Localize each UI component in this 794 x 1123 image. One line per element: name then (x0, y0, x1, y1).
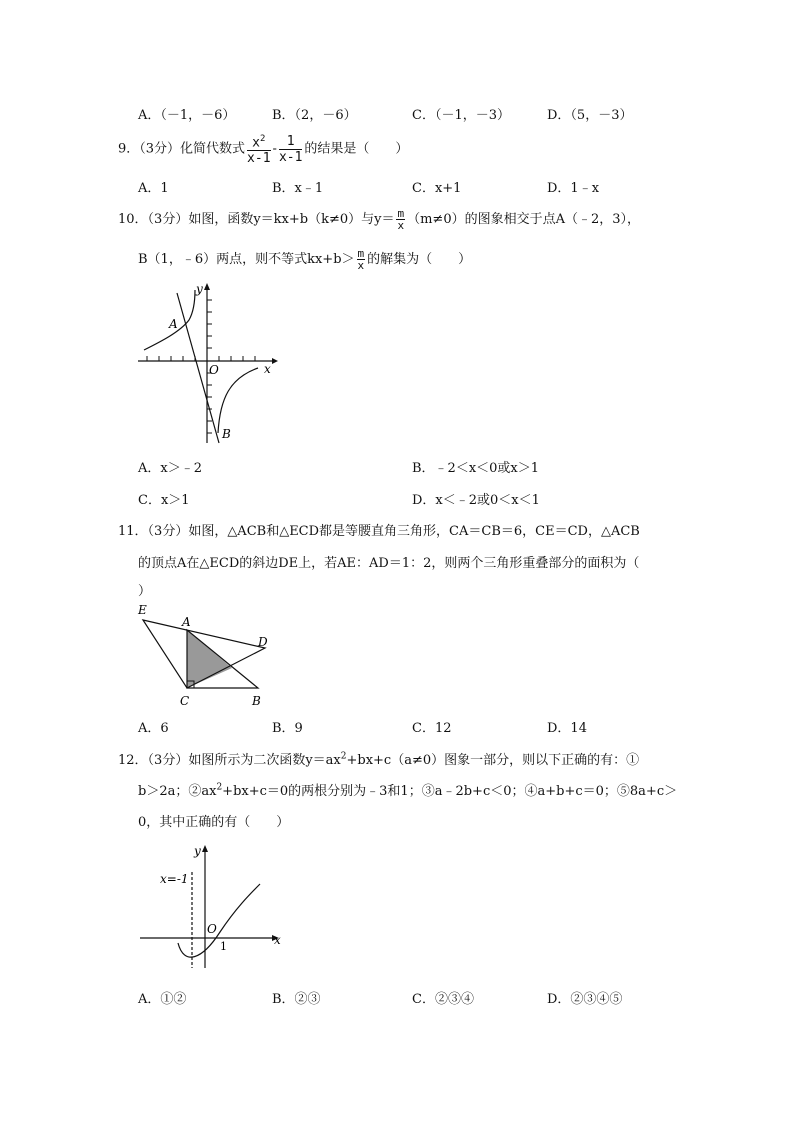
q10-y-arrow (204, 283, 210, 290)
q12-label-axis: x=-1 (160, 872, 189, 886)
q10-frac2-num: m (357, 247, 365, 260)
q12-line2-post: +bx+c＝0的两根分别为﹣3和1；③a﹣2b+c＜0；④a+b+c＝0；⑤8a+c＞ (222, 784, 678, 799)
q11-label-a: A (182, 615, 191, 629)
q10-line2-pre: B（1，﹣6）两点，则不等式kx+b＞ (138, 252, 355, 267)
q10-figure (130, 280, 280, 450)
q10-label-a: A (169, 317, 178, 331)
q10-line-2 (138, 246, 471, 274)
q11-label-d: D (258, 635, 268, 649)
q11-label-e: E (138, 603, 147, 617)
q10-line1-post: （m≠0）的图象相交于点A（﹣2，3）， (407, 212, 641, 227)
q11-line-2: 的顶点A在△ECD的斜边DE上，若AE：AD＝1：2，则两个三角形重叠部分的面积为（ (138, 556, 640, 571)
q11-label-c: C (180, 694, 190, 708)
q10-fraction-1 (396, 208, 405, 231)
q9-suffix: 的结果是（ ） (304, 141, 409, 157)
q12-label-y: y (194, 844, 201, 858)
q12-option-c: C．②③④ (412, 992, 474, 1007)
q12-parabola (178, 884, 260, 957)
q11-option-d: D．14 (547, 721, 587, 736)
q9-option-c: C．x+1 (412, 181, 462, 196)
q8-option-a: A．（－1，－6） (138, 108, 236, 123)
q12-label-x: x (274, 933, 281, 947)
q12-line1-exp: 2 (340, 751, 347, 762)
q10-option-b: B．﹣2＜x＜0或x＞1 (412, 461, 540, 476)
q10-line1-pre: 10．（3分）如图，函数y＝kx+b（k≠0）与y＝ (118, 212, 395, 227)
q10-frac1-den: x (397, 219, 405, 232)
q8-option-b: B．（2，－6） (272, 108, 357, 123)
q12-line-2 (138, 780, 677, 799)
q9-minus: - (272, 141, 277, 157)
q9-option-b: B．x﹣1 (272, 181, 324, 196)
q12-label-origin: O (207, 922, 217, 936)
q10-label-x: x (264, 362, 271, 376)
q11-label-b: B (252, 694, 261, 708)
q10-hyperbola-right (218, 368, 258, 433)
q10-label-y: y (196, 282, 203, 296)
q12-option-b: B．②③ (272, 992, 321, 1007)
q12-line-1 (118, 749, 639, 768)
q10-x-ticks (147, 356, 255, 361)
q10-frac1-num: m (397, 207, 405, 220)
q12-label-one: 1 (220, 940, 227, 953)
q9-fraction-2 (279, 134, 302, 165)
q10-line2-post: 的解集为（ ） (367, 252, 472, 267)
q9-frac1-den: x-1 (247, 151, 271, 167)
q9-fraction-1 (247, 132, 270, 166)
q9-frac1-num: x (252, 135, 260, 151)
q8-option-c: C．（－1，－3） (412, 108, 510, 123)
q11-figure (132, 600, 282, 712)
q12-line2-exp: 2 (216, 782, 223, 793)
q8-option-d: D．（5，－3） (547, 108, 633, 123)
q12-line1-pre: 12．（3分）如图所示为二次函数y＝ax (118, 753, 341, 768)
q11-line-1: 11．（3分）如图，△ACB和△ECD都是等腰直角三角形，CA＝CB＝6，CE＝CD，△ACB (118, 524, 640, 539)
q10-x-arrow (272, 358, 278, 364)
q9-option-a: A．1 (138, 181, 169, 196)
q12-figure (132, 842, 292, 972)
q11-option-c: C．12 (412, 721, 452, 736)
q10-line-1 (118, 206, 640, 234)
q12-line2-pre: b＞2a；②ax (138, 784, 217, 799)
q10-label-b: B (222, 427, 231, 441)
q12-option-d: D．②③④⑤ (547, 992, 623, 1007)
q12-option-a: A．①② (138, 992, 187, 1007)
q9-option-d: D．1﹣x (547, 181, 600, 196)
q10-option-c: C．x＞1 (138, 493, 190, 508)
q10-option-d: D．x＜﹣2或0＜x＜1 (412, 493, 540, 508)
q10-label-origin: O (209, 363, 219, 377)
q9-frac2-den: x-1 (278, 149, 303, 165)
q10-fraction-2 (357, 248, 366, 271)
q9-stem (118, 132, 408, 167)
q11-option-a: A．6 (138, 721, 169, 736)
q9-frac2-num: 1 (279, 134, 302, 150)
q10-option-a: A．x＞﹣2 (138, 461, 202, 476)
q9-frac1-exp: 2 (259, 134, 266, 144)
q10-frac2-den: x (357, 259, 365, 272)
q12-line-3: 0，其中正确的有（ ） (138, 815, 290, 830)
q12-line1-post: +bx+c（a≠0）图象一部分，则以下正确的有：① (346, 753, 640, 768)
q12-y-arrow (202, 845, 208, 852)
q9-prefix: 9．（3分）化简代数式 (118, 141, 246, 157)
q11-line-3: ） (138, 584, 152, 599)
q11-option-b: B．9 (272, 721, 303, 736)
